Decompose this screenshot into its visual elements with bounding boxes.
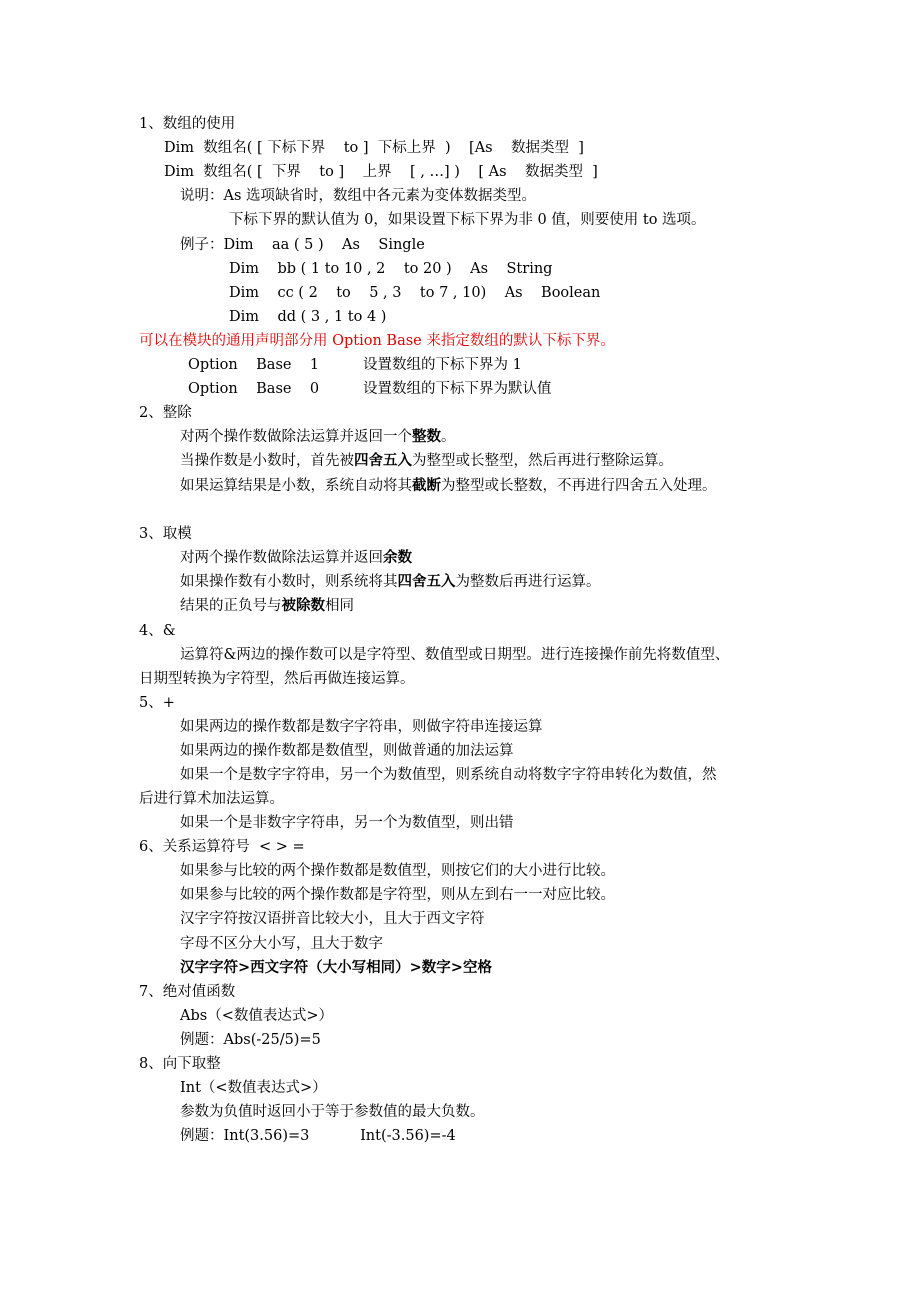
plus-line-3: 如果一个是数字字符串，另一个为数值型，则系统自动将数字字符串转化为数值，然 bbox=[180, 767, 717, 783]
emphasis: 截断 bbox=[412, 477, 441, 494]
option-base-1-code: Option Base 1 bbox=[188, 357, 320, 373]
text: 对两个操作数做除法运算并返回 bbox=[180, 550, 383, 566]
int-div-line-3 bbox=[180, 477, 717, 495]
int-note: 参数为负值时返回小于等于参数值的最大负数。 bbox=[180, 1104, 485, 1120]
option-base-0-desc: 设置数组的下标下界为默认值 bbox=[363, 381, 552, 397]
text: 为整数后再进行运算。 bbox=[455, 574, 601, 590]
section-4-heading: 4、& bbox=[139, 623, 176, 639]
text: 结果的正负号与 bbox=[180, 598, 282, 614]
example-code-1: Dim aa ( 5 ) As Single bbox=[223, 237, 425, 253]
note-label: 说明： bbox=[180, 188, 224, 204]
plus-line-4: 后进行算术加法运算。 bbox=[139, 791, 284, 807]
example-code-4: Dim dd ( 3 , 1 to 4 ) bbox=[229, 309, 387, 325]
plus-line-2: 如果两边的操作数都是数值型，则做普通的加法运算 bbox=[180, 743, 514, 759]
array-syntax-2: Dim 数组名( [ 下界 to ] 上界 [ , …] ) [ As 数据类型 ] bbox=[164, 164, 598, 180]
example-code-3: Dim cc ( 2 to 5 , 3 to 7 , 10) As Boolean bbox=[229, 285, 601, 301]
note-text-1: As 选项缺省时，数组中各元素为变体数据类型。 bbox=[223, 188, 537, 204]
plus-line-5: 如果一个是非数字字符串，另一个为数值型，则出错 bbox=[180, 815, 514, 831]
rel-line-3: 汉字字符按汉语拼音比较大小，且大于西文字符 bbox=[180, 911, 485, 927]
note-line-2: 下标下界的默认值为 0，如果设置下标下界为非 0 值，则要使用 to 选项。 bbox=[229, 212, 706, 228]
section-1-heading: 1、数组的使用 bbox=[139, 116, 236, 132]
abs-example: 例题：Abs(-25/5)=5 bbox=[180, 1032, 321, 1048]
section-5-heading: 5、+ bbox=[139, 695, 175, 711]
emphasis: 被除数 bbox=[281, 597, 325, 614]
example-line-1 bbox=[180, 236, 425, 254]
section-6-heading: 6、关系运算符号 < > = bbox=[139, 839, 305, 855]
section-2-heading: 2、整除 bbox=[139, 405, 192, 421]
text: 对两个操作数做除法运算并返回一个 bbox=[180, 429, 412, 445]
section-7-heading: 7、绝对值函数 bbox=[139, 984, 236, 1000]
int-div-line-2 bbox=[180, 452, 673, 470]
option-base-1-desc: 设置数组的下标下界为 1 bbox=[363, 357, 522, 373]
rel-line-1: 如果参与比较的两个操作数都是数值型，则按它们的大小进行比较。 bbox=[180, 863, 615, 879]
mod-line-1 bbox=[180, 549, 412, 567]
rel-line-4: 字母不区分大小写，且大于数字 bbox=[180, 936, 383, 952]
emphasis: 四舍五入 bbox=[354, 452, 412, 469]
array-syntax-1: Dim 数组名( [ 下标下界 to ] 下标上界 ) [As 数据类型 ] bbox=[164, 140, 584, 156]
text: 当操作数是小数时，首先被 bbox=[180, 453, 354, 469]
text: 。 bbox=[441, 429, 456, 445]
abs-syntax: Abs（<数值表达式>） bbox=[180, 1008, 333, 1024]
rel-order-summary: 汉字字符>西文字符（大小写相同）>数字>空格 bbox=[180, 959, 492, 976]
int-example: 例题：Int(3.56)=3 Int(-3.56)=-4 bbox=[180, 1128, 456, 1144]
note-line-1 bbox=[180, 187, 536, 205]
emphasis: 四舍五入 bbox=[397, 573, 456, 590]
int-syntax: Int（<数值表达式>） bbox=[180, 1080, 327, 1096]
text: 如果运算结果是小数，系统自动将其 bbox=[180, 478, 412, 494]
text: 相同 bbox=[325, 598, 354, 614]
section-3-heading: 3、取模 bbox=[139, 526, 192, 542]
text: 为整型或长整数，不再进行四舍五入处理。 bbox=[441, 478, 717, 494]
int-div-line-1 bbox=[180, 428, 456, 446]
text: 为整型或长整型，然后再进行整除运算。 bbox=[412, 453, 673, 469]
section-8-heading: 8、向下取整 bbox=[139, 1056, 221, 1072]
text: 如果操作数有小数时，则系统将其 bbox=[180, 574, 398, 590]
concat-line-2: 日期型转换为字符型，然后再做连接运算。 bbox=[139, 671, 415, 687]
example-label: 例子： bbox=[180, 237, 224, 253]
emphasis: 余数 bbox=[383, 549, 412, 566]
concat-line-1: 运算符&两边的操作数可以是字符型、数值型或日期型。进行连接操作前先将数值型、 bbox=[180, 647, 730, 663]
mod-line-2 bbox=[180, 573, 601, 591]
option-base-0-code: Option Base 0 bbox=[188, 381, 320, 397]
plus-line-1: 如果两边的操作数都是数字字符串，则做字符串连接运算 bbox=[180, 719, 543, 735]
example-code-2: Dim bb ( 1 to 10 , 2 to 20 ) As String bbox=[229, 261, 553, 277]
mod-line-3 bbox=[180, 597, 354, 615]
rel-line-2: 如果参与比较的两个操作数都是字符型，则从左到右一一对应比较。 bbox=[180, 887, 615, 903]
emphasis: 整数 bbox=[412, 428, 441, 445]
option-base-note: 可以在模块的通用声明部分用 Option Base 来指定数组的默认下标下界。 bbox=[139, 333, 615, 349]
